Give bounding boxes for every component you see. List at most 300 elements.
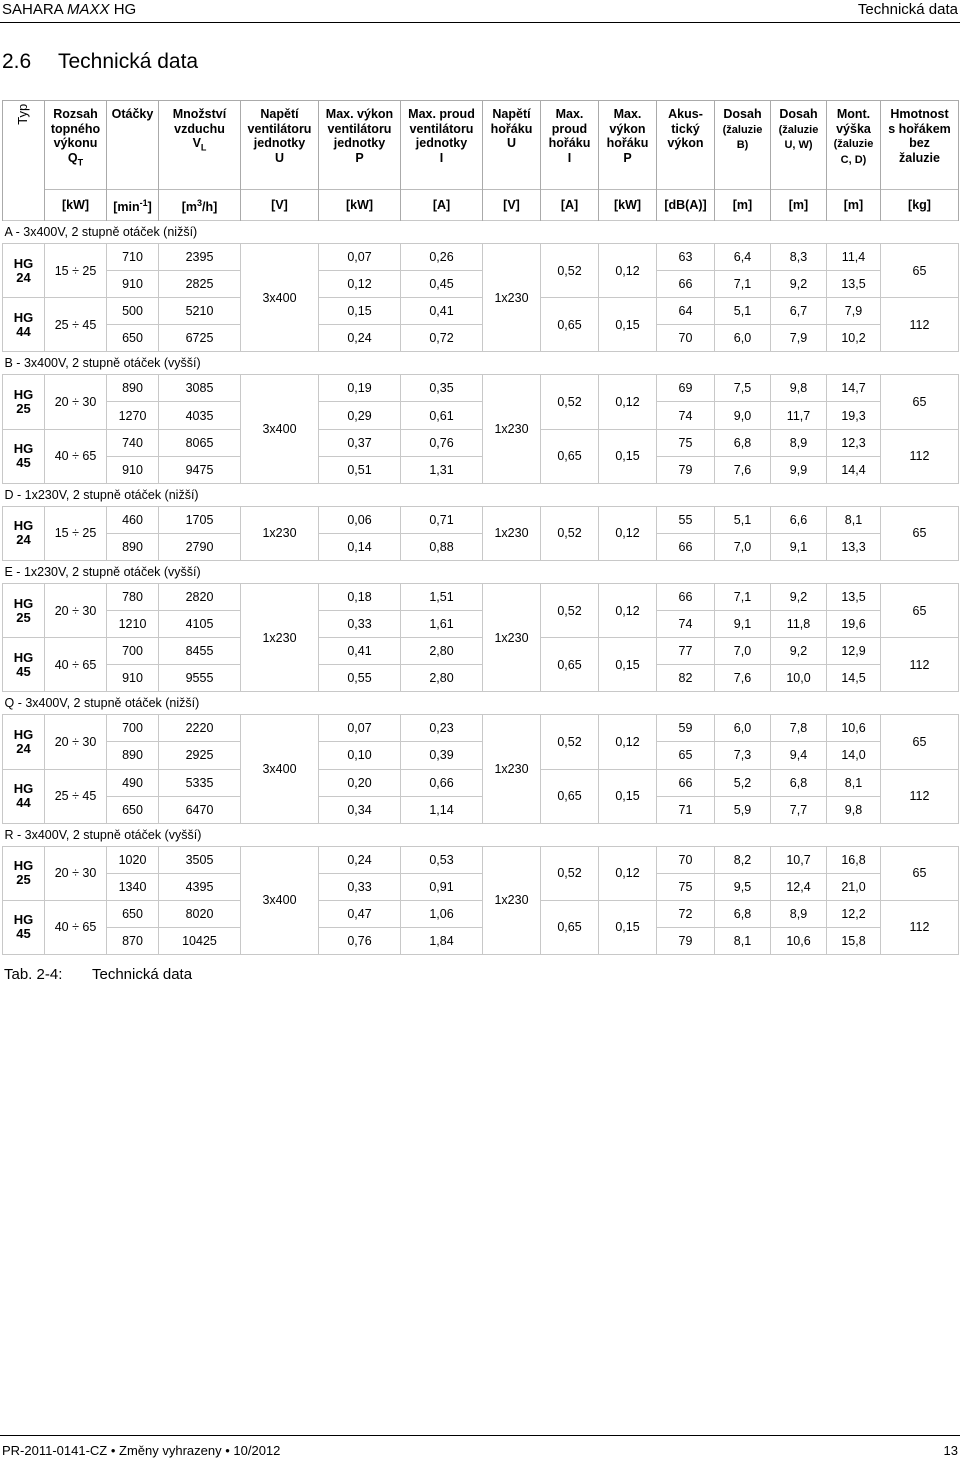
cell-range-b: 6,0 (715, 715, 771, 742)
column-header-line: P (355, 150, 364, 165)
cell-range-uw: 9,1 (771, 533, 827, 560)
column-header-line: Max. výkon (325, 107, 394, 121)
group-title: E - 1x230V, 2 stupně otáček (vyšší) (3, 560, 959, 583)
cell-acoustic: 74 (657, 402, 715, 429)
cell-speed: 460 (107, 506, 159, 533)
cell-speed: 650 (107, 796, 159, 823)
cell-mount-height: 16,8 (827, 846, 881, 873)
cell-acoustic: 72 (657, 900, 715, 927)
cell-range-b: 7,6 (715, 665, 771, 692)
weight: 112 (881, 429, 959, 483)
cell-range-uw: 12,4 (771, 873, 827, 900)
unit-voltage: 3x400 (241, 244, 319, 352)
table-row (3, 638, 959, 665)
cell-speed: 1340 (107, 873, 159, 900)
model-name (3, 583, 45, 637)
column-header (3, 101, 45, 221)
cell-airflow: 6725 (159, 325, 241, 352)
model-name-part: HG (13, 912, 34, 928)
column-unit (159, 190, 241, 221)
table-row (3, 769, 959, 796)
cell-fan-power: 0,47 (319, 900, 401, 927)
table-row (3, 927, 959, 954)
cell-speed: 890 (107, 742, 159, 769)
group-title: A - 3x400V, 2 stupně otáček (nižší) (3, 221, 959, 244)
weight: 65 (881, 583, 959, 637)
table-row (3, 533, 959, 560)
cell-range-b: 7,3 (715, 742, 771, 769)
column-header-line: hořáku (606, 136, 649, 150)
unit-row (3, 190, 959, 221)
burner-power: 0,12 (599, 244, 657, 298)
cell-mount-height: 8,1 (827, 769, 881, 796)
cell-range-b: 9,5 (715, 873, 771, 900)
heat-output-range: 40 ÷ 65 (45, 429, 107, 483)
unit-voltage: 1x230 (241, 583, 319, 691)
table-row (3, 456, 959, 483)
model-name-part: 45 (16, 663, 31, 679)
cell-mount-height: 12,2 (827, 900, 881, 927)
cell-airflow: 4035 (159, 402, 241, 429)
cell-speed: 740 (107, 429, 159, 456)
column-header-line: I (567, 150, 572, 165)
burner-voltage: 1x230 (483, 846, 541, 954)
column-unit-text: [kg] (908, 198, 931, 212)
column-header-line: Hmotnost (890, 107, 949, 121)
weight: 65 (881, 244, 959, 298)
cell-fan-current: 0,26 (401, 244, 483, 271)
column-unit-superscript: -1 (139, 197, 148, 208)
page-header (0, 0, 960, 23)
cell-range-b: 7,1 (715, 271, 771, 298)
cell-acoustic: 59 (657, 715, 715, 742)
cell-fan-power: 0,07 (319, 244, 401, 271)
column-header (45, 101, 107, 190)
cell-airflow: 2925 (159, 742, 241, 769)
cell-fan-current: 0,39 (401, 742, 483, 769)
table-row (3, 506, 959, 533)
column-header (319, 101, 401, 190)
cell-mount-height: 21,0 (827, 873, 881, 900)
heat-output-range: 20 ÷ 30 (45, 846, 107, 900)
cell-fan-current: 0,88 (401, 533, 483, 560)
group-title-row (3, 483, 959, 506)
column-header-line: žaluzie (899, 150, 940, 165)
cell-acoustic: 82 (657, 665, 715, 692)
cell-acoustic: 74 (657, 611, 715, 638)
cell-acoustic: 79 (657, 927, 715, 954)
column-header-line: ventilátoru (327, 121, 392, 136)
burner-current: 0,65 (541, 298, 599, 352)
column-header-line: U, W) (784, 139, 813, 151)
cell-range-b: 7,6 (715, 456, 771, 483)
table-row (3, 665, 959, 692)
weight: 65 (881, 506, 959, 560)
column-header-line: Max. (613, 107, 642, 121)
cell-fan-power: 0,07 (319, 715, 401, 742)
table-row (3, 873, 959, 900)
cell-acoustic: 75 (657, 873, 715, 900)
cell-range-b: 8,1 (715, 927, 771, 954)
table-row (3, 742, 959, 769)
cell-speed: 870 (107, 927, 159, 954)
cell-range-b: 8,2 (715, 846, 771, 873)
cell-speed: 710 (107, 244, 159, 271)
cell-range-uw: 6,6 (771, 506, 827, 533)
cell-fan-current: 0,61 (401, 402, 483, 429)
cell-speed: 1270 (107, 402, 159, 429)
column-header-line: bez (909, 136, 930, 150)
technical-data-table (2, 100, 959, 955)
burner-power: 0,15 (599, 429, 657, 483)
cell-range-uw: 10,7 (771, 846, 827, 873)
column-header-line: Otáčky (111, 107, 154, 121)
section-number: 2.6 (2, 50, 32, 73)
column-header (771, 101, 827, 190)
cell-fan-current: 2,80 (401, 638, 483, 665)
burner-power: 0,15 (599, 900, 657, 954)
model-name-part: 24 (16, 740, 31, 756)
column-header-subscript: L (200, 142, 207, 153)
group-title-row (3, 823, 959, 846)
cell-airflow: 4105 (159, 611, 241, 638)
cell-range-uw: 8,3 (771, 244, 827, 271)
column-unit-text: [dB(A)] (664, 198, 707, 212)
table-row (3, 900, 959, 927)
unit-voltage: 3x400 (241, 375, 319, 483)
column-unit-end: /h] (202, 200, 218, 215)
column-header-line: Mont. (836, 107, 871, 121)
column-unit (715, 190, 771, 221)
model-name (3, 506, 45, 560)
burner-voltage: 1x230 (483, 375, 541, 483)
cell-acoustic: 70 (657, 325, 715, 352)
unit-voltage: 1x230 (241, 506, 319, 560)
cell-fan-power: 0,18 (319, 583, 401, 610)
column-unit-text: [V] (503, 198, 520, 212)
cell-range-uw: 8,9 (771, 900, 827, 927)
cell-speed: 490 (107, 769, 159, 796)
cell-acoustic: 79 (657, 456, 715, 483)
cell-fan-power: 0,10 (319, 742, 401, 769)
column-unit (483, 190, 541, 221)
cell-range-b: 6,4 (715, 244, 771, 271)
cell-fan-current: 1,14 (401, 796, 483, 823)
burner-current: 0,65 (541, 638, 599, 692)
burner-current: 0,65 (541, 769, 599, 823)
column-header-line: hořáku (490, 121, 533, 136)
model-name-part: 45 (16, 926, 31, 942)
cell-acoustic: 63 (657, 244, 715, 271)
cell-fan-current: 1,84 (401, 927, 483, 954)
heat-output-range: 15 ÷ 25 (45, 244, 107, 298)
column-header (599, 101, 657, 190)
column-unit (657, 190, 715, 221)
section-title (2, 50, 198, 74)
burner-voltage: 1x230 (483, 506, 541, 560)
group-title-row (3, 560, 959, 583)
burner-voltage: 1x230 (483, 715, 541, 823)
column-header-line: Množství (172, 107, 227, 121)
column-unit (771, 190, 827, 221)
cell-fan-current: 2,80 (401, 665, 483, 692)
table-row (3, 611, 959, 638)
cell-acoustic: 64 (657, 298, 715, 325)
group-title: Q - 3x400V, 2 stupně otáček (nižší) (3, 692, 959, 715)
table-row (3, 298, 959, 325)
burner-current: 0,52 (541, 375, 599, 429)
cell-fan-power: 0,29 (319, 402, 401, 429)
model-name (3, 638, 45, 692)
cell-range-b: 7,5 (715, 375, 771, 402)
cell-airflow: 4395 (159, 873, 241, 900)
table-row (3, 846, 959, 873)
column-unit-text: [kW] (613, 198, 642, 212)
column-unit (45, 190, 107, 221)
cell-range-b: 6,8 (715, 900, 771, 927)
cell-fan-current: 1,51 (401, 583, 483, 610)
column-unit (401, 190, 483, 221)
column-header-subscript: T (77, 157, 84, 167)
column-header-line: Q (67, 150, 78, 165)
cell-acoustic: 75 (657, 429, 715, 456)
cell-mount-height: 11,4 (827, 244, 881, 271)
cell-range-uw: 9,4 (771, 742, 827, 769)
cell-range-b: 9,0 (715, 402, 771, 429)
cell-acoustic: 70 (657, 846, 715, 873)
column-header-line: Max. proud (408, 107, 475, 121)
column-header-line: Typ (15, 103, 31, 125)
cell-airflow: 3085 (159, 375, 241, 402)
model-name (3, 244, 45, 298)
cell-range-b: 7,1 (715, 583, 771, 610)
column-header-line: vzduchu (174, 121, 225, 136)
heat-output-range: 40 ÷ 65 (45, 900, 107, 954)
column-header-line: jednotky (333, 136, 386, 150)
cell-range-uw: 9,2 (771, 583, 827, 610)
weight: 112 (881, 900, 959, 954)
caption-text: Technická data (92, 966, 193, 983)
column-header-line: jednotky (415, 136, 468, 150)
cell-acoustic: 71 (657, 796, 715, 823)
column-header-line: výkonu (53, 136, 98, 150)
column-header-line: (žaluzie (833, 138, 874, 150)
cell-fan-power: 0,19 (319, 375, 401, 402)
cell-range-uw: 9,8 (771, 375, 827, 402)
page-number: 13 (943, 1443, 958, 1458)
heat-output-range: 20 ÷ 30 (45, 715, 107, 769)
burner-current: 0,65 (541, 429, 599, 483)
column-header-line: výška (836, 121, 871, 136)
model-name-part: 24 (16, 269, 31, 285)
cell-acoustic: 66 (657, 533, 715, 560)
burner-voltage: 1x230 (483, 244, 541, 352)
column-header (715, 101, 771, 190)
model-name-part: 45 (16, 455, 31, 471)
cell-airflow: 8065 (159, 429, 241, 456)
cell-mount-height: 14,5 (827, 665, 881, 692)
weight: 112 (881, 638, 959, 692)
column-header-line: P (623, 150, 632, 165)
cell-speed: 700 (107, 715, 159, 742)
cell-fan-current: 0,45 (401, 271, 483, 298)
column-unit (881, 190, 959, 221)
column-header-line: (žaluzie (778, 123, 819, 136)
column-header-line: ventilátoru (409, 121, 474, 136)
column-header-line: s hořákem (888, 121, 951, 136)
cell-fan-current: 0,66 (401, 769, 483, 796)
column-header-line: jednotky (253, 136, 306, 150)
table-row (3, 715, 959, 742)
cell-range-b: 5,9 (715, 796, 771, 823)
column-unit (319, 190, 401, 221)
table-row (3, 429, 959, 456)
model-name (3, 429, 45, 483)
column-header-line: V (192, 136, 201, 150)
column-header (541, 101, 599, 190)
cell-mount-height: 12,9 (827, 638, 881, 665)
model-name-part: HG (13, 858, 34, 874)
model-name-part: HG (13, 595, 34, 611)
column-header-line: Napětí (260, 107, 299, 121)
burner-voltage: 1x230 (483, 583, 541, 691)
cell-fan-power: 0,33 (319, 611, 401, 638)
table-row (3, 271, 959, 298)
cell-acoustic: 77 (657, 638, 715, 665)
cell-fan-current: 0,71 (401, 506, 483, 533)
header-section-name: Technická data (857, 1, 958, 18)
cell-mount-height: 7,9 (827, 298, 881, 325)
table-row (3, 796, 959, 823)
burner-current: 0,52 (541, 846, 599, 900)
cell-fan-power: 0,06 (319, 506, 401, 533)
cell-range-uw: 7,7 (771, 796, 827, 823)
burner-power: 0,12 (599, 506, 657, 560)
cell-speed: 910 (107, 665, 159, 692)
cell-fan-power: 0,14 (319, 533, 401, 560)
cell-range-uw: 11,7 (771, 402, 827, 429)
cell-fan-current: 1,31 (401, 456, 483, 483)
cell-range-uw: 9,2 (771, 271, 827, 298)
group-title-row (3, 692, 959, 715)
column-header (401, 101, 483, 190)
model-name-part: 44 (16, 323, 31, 339)
burner-power: 0,15 (599, 638, 657, 692)
burner-power: 0,12 (599, 715, 657, 769)
column-header-line: Dosah (723, 107, 762, 121)
cell-fan-current: 0,23 (401, 715, 483, 742)
model-name (3, 298, 45, 352)
burner-current: 0,52 (541, 715, 599, 769)
cell-range-uw: 6,7 (771, 298, 827, 325)
cell-fan-power: 0,55 (319, 665, 401, 692)
column-header (107, 101, 159, 190)
heat-output-range: 25 ÷ 45 (45, 298, 107, 352)
cell-mount-height: 10,2 (827, 325, 881, 352)
model-name-part: HG (13, 726, 34, 742)
column-unit (107, 190, 159, 221)
column-unit-end: ] (147, 200, 152, 215)
burner-power: 0,15 (599, 298, 657, 352)
cell-acoustic: 66 (657, 769, 715, 796)
column-unit (541, 190, 599, 221)
cell-acoustic: 55 (657, 506, 715, 533)
cell-airflow: 8455 (159, 638, 241, 665)
column-header-line: I (439, 150, 444, 165)
cell-fan-power: 0,12 (319, 271, 401, 298)
heat-output-range: 20 ÷ 30 (45, 583, 107, 637)
cell-range-uw: 11,8 (771, 611, 827, 638)
column-unit (241, 190, 319, 221)
column-unit-text: [m (181, 200, 197, 215)
column-unit-superscript: 3 (196, 197, 202, 208)
model-name (3, 375, 45, 429)
burner-power: 0,12 (599, 583, 657, 637)
column-unit-text: [m] (843, 198, 864, 212)
column-header-line: U (506, 136, 517, 150)
cell-acoustic: 69 (657, 375, 715, 402)
cell-range-b: 5,2 (715, 769, 771, 796)
cell-mount-height: 19,6 (827, 611, 881, 638)
cell-fan-power: 0,20 (319, 769, 401, 796)
cell-speed: 650 (107, 900, 159, 927)
cell-airflow: 6470 (159, 796, 241, 823)
cell-speed: 910 (107, 456, 159, 483)
cell-range-uw: 6,8 (771, 769, 827, 796)
column-header-line: Napětí (492, 107, 531, 121)
column-header (657, 101, 715, 190)
model-name-part: 24 (16, 532, 31, 548)
cell-acoustic: 65 (657, 742, 715, 769)
cell-range-b: 5,1 (715, 298, 771, 325)
model-name-part: HG (13, 781, 34, 797)
column-header-line: tický (671, 121, 700, 136)
cell-airflow: 5335 (159, 769, 241, 796)
cell-airflow: 2220 (159, 715, 241, 742)
model-name-part: 44 (16, 795, 31, 811)
model-name-part: HG (13, 649, 34, 665)
burner-current: 0,65 (541, 900, 599, 954)
column-header-line: (žaluzie (722, 123, 763, 136)
column-header-line: B) (736, 139, 749, 151)
cell-fan-power: 0,33 (319, 873, 401, 900)
column-header (827, 101, 881, 190)
section-title-text: Technická data (58, 50, 199, 73)
cell-fan-power: 0,76 (319, 927, 401, 954)
cell-mount-height: 12,3 (827, 429, 881, 456)
group-title: D - 1x230V, 2 stupně otáček (nižší) (3, 483, 959, 506)
cell-range-uw: 9,2 (771, 638, 827, 665)
cell-mount-height: 14,0 (827, 742, 881, 769)
model-name (3, 900, 45, 954)
cell-speed: 910 (107, 271, 159, 298)
cell-mount-height: 15,8 (827, 927, 881, 954)
cell-speed: 700 (107, 638, 159, 665)
footer-document-info: PR-2011-0141-CZ • Změny vyhrazeny • 10/2012 (2, 1443, 281, 1458)
weight: 65 (881, 375, 959, 429)
cell-fan-power: 0,24 (319, 846, 401, 873)
cell-fan-current: 0,41 (401, 298, 483, 325)
cell-range-uw: 7,8 (771, 715, 827, 742)
cell-range-uw: 9,9 (771, 456, 827, 483)
weight: 112 (881, 298, 959, 352)
column-header-line: ventilátoru (247, 121, 312, 136)
column-unit-text: [m] (788, 198, 809, 212)
column-header (159, 101, 241, 190)
cell-airflow: 9555 (159, 665, 241, 692)
heat-output-range: 25 ÷ 45 (45, 769, 107, 823)
cell-airflow: 3505 (159, 846, 241, 873)
